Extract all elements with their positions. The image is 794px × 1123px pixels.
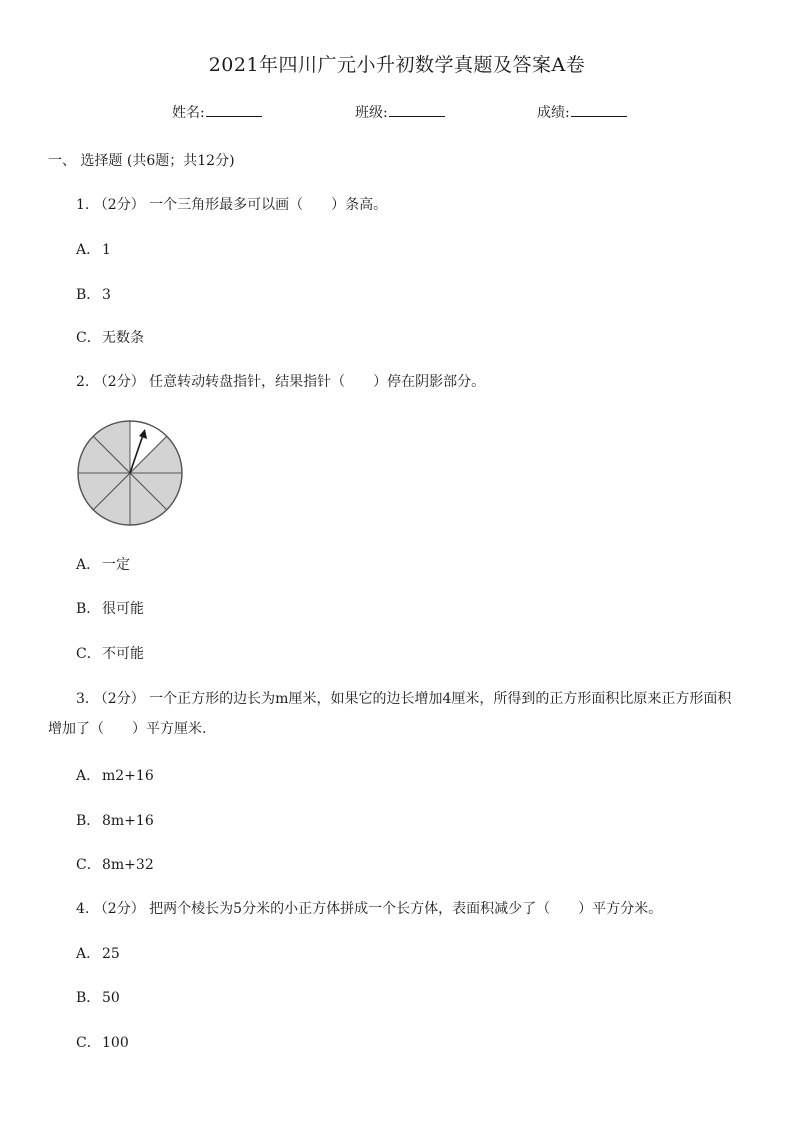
option-letter: C． <box>76 1035 101 1051</box>
option-text: 无数条 <box>102 330 144 346</box>
score-field <box>537 102 627 122</box>
q1-option-a[interactable] <box>76 240 111 260</box>
option-text: 8m+16 <box>102 813 154 829</box>
q3-option-b[interactable] <box>76 811 154 831</box>
option-text: 很可能 <box>102 601 144 617</box>
class-field <box>355 102 445 122</box>
q4-option-b[interactable] <box>76 988 120 1008</box>
q3-option-c[interactable] <box>76 855 154 875</box>
class-blank[interactable] <box>389 102 445 117</box>
option-letter: C． <box>76 330 101 346</box>
q1-option-b[interactable] <box>76 285 111 305</box>
question-3-text-line1: 3. （2分） 一个正方形的边长为m厘米，如果它的边长增加4厘米，所得到的正方形面积比原来正方形面积 <box>76 691 732 707</box>
name-label: 姓名: <box>172 105 205 121</box>
option-text: 3 <box>102 287 111 303</box>
question-1-text: 1. （2分） 一个三角形最多可以画（ ）条高。 <box>76 197 388 213</box>
q2-option-a[interactable] <box>76 555 130 575</box>
score-blank[interactable] <box>571 102 627 117</box>
option-letter: B． <box>76 990 101 1006</box>
question-4-text: 4. （2分） 把两个棱长为5分米的小正方体拼成一个长方体，表面积减少了（ ）平方分米。 <box>76 901 663 917</box>
option-text: 一定 <box>102 557 130 573</box>
name-blank[interactable] <box>206 102 262 117</box>
option-letter: C． <box>76 646 101 662</box>
option-text: 不可能 <box>102 646 144 662</box>
option-letter: A． <box>76 768 101 784</box>
option-letter: B． <box>76 813 101 829</box>
q3-option-a[interactable] <box>76 766 154 786</box>
spinner-diagram <box>76 419 184 527</box>
class-label: 班级: <box>355 105 388 121</box>
option-letter: B． <box>76 601 101 617</box>
score-label: 成绩: <box>537 105 570 121</box>
option-text: 1 <box>102 242 111 258</box>
page-title: 2021年四川广元小升初数学真题及答案A卷 <box>208 54 586 76</box>
option-letter: B． <box>76 287 101 303</box>
q1-option-c[interactable] <box>76 328 144 348</box>
q4-option-c[interactable] <box>76 1033 129 1053</box>
name-field <box>172 102 262 122</box>
option-text: 100 <box>102 1035 129 1051</box>
option-letter: A． <box>76 242 101 258</box>
option-letter: A． <box>76 557 101 573</box>
section-heading: 一、 选择题 (共6题；共12分) <box>48 153 235 169</box>
option-text: 25 <box>102 946 120 962</box>
option-letter: A． <box>76 946 101 962</box>
option-text: m2+16 <box>102 768 154 784</box>
question-3-text-line2: 增加了（ ）平方厘米. <box>48 721 207 737</box>
q2-option-b[interactable] <box>76 599 144 619</box>
q4-option-a[interactable] <box>76 944 120 964</box>
option-text: 8m+32 <box>102 857 154 873</box>
option-letter: C． <box>76 857 101 873</box>
q2-option-c[interactable] <box>76 644 144 664</box>
option-text: 50 <box>102 990 120 1006</box>
question-2-text: 2. （2分） 任意转动转盘指针，结果指针（ ）停在阴影部分。 <box>76 374 486 390</box>
